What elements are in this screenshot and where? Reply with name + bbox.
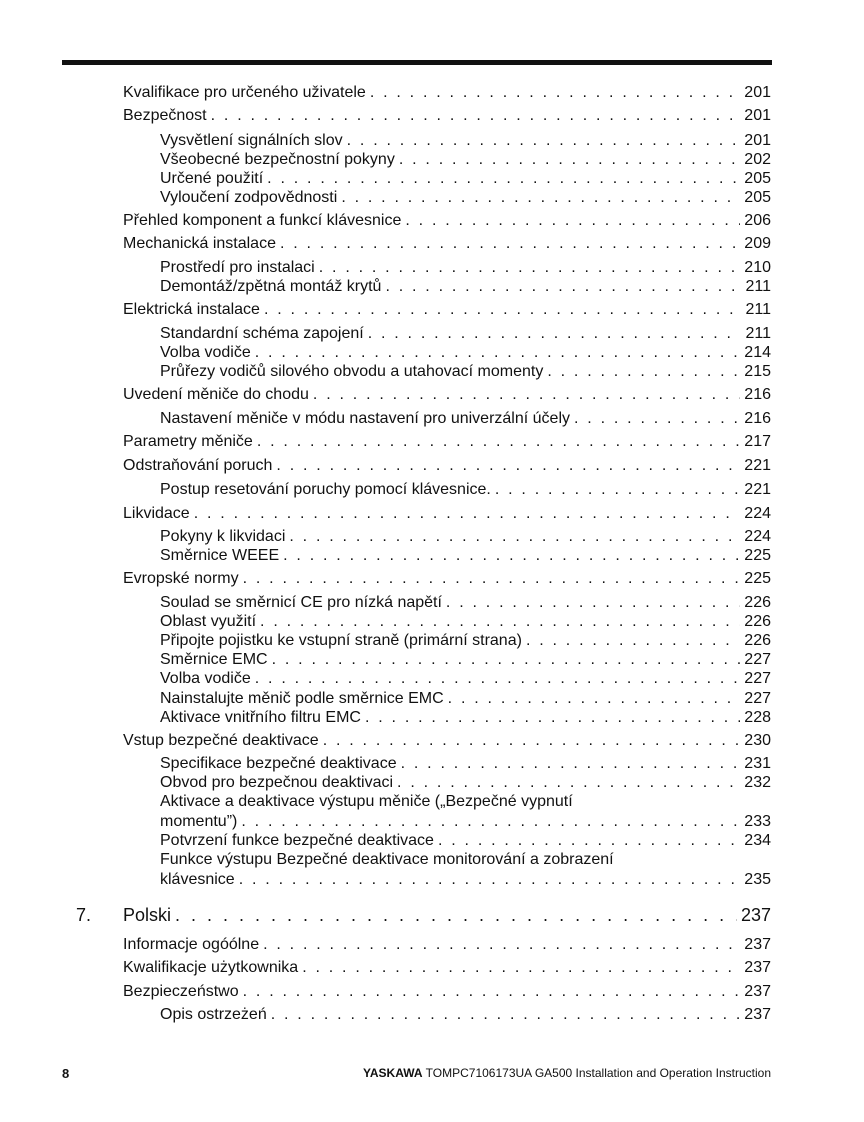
dot-leader bbox=[263, 935, 740, 955]
toc-entry-page: 228 bbox=[744, 709, 771, 726]
toc-entry-title: Průřezy vodičů silového obvodu a utahovací momenty bbox=[160, 363, 544, 380]
dot-leader bbox=[243, 569, 741, 589]
toc-entry-page: 221 bbox=[744, 457, 771, 474]
dot-leader bbox=[267, 169, 740, 189]
dot-leader bbox=[341, 188, 740, 208]
toc-entry[interactable] bbox=[160, 362, 771, 382]
dot-leader bbox=[280, 234, 740, 254]
chapter-heading[interactable] bbox=[76, 903, 771, 927]
toc-entry-title: Soulad se směrnicí CE pro nízká napětí bbox=[160, 594, 442, 611]
toc-entry-page: 216 bbox=[744, 386, 771, 403]
dot-leader bbox=[368, 324, 742, 344]
toc-entry-title: Postup resetování poruchy pomocí klávesnice. bbox=[160, 481, 491, 498]
toc-entry[interactable] bbox=[160, 631, 771, 651]
dot-leader bbox=[370, 83, 740, 103]
toc-entry-page: 237 bbox=[744, 1006, 771, 1023]
dot-leader bbox=[448, 689, 741, 709]
dot-leader bbox=[241, 812, 740, 832]
toc-entry[interactable] bbox=[160, 169, 771, 189]
toc-entry-title: Likvidace bbox=[123, 505, 190, 522]
dot-leader bbox=[323, 731, 741, 751]
dot-leader bbox=[385, 277, 741, 297]
toc-entry-page: 201 bbox=[744, 107, 771, 124]
toc-entry[interactable] bbox=[160, 773, 771, 793]
toc-entry-title: klávesnice bbox=[160, 871, 235, 888]
dot-leader bbox=[365, 708, 740, 728]
dot-leader bbox=[194, 504, 741, 524]
toc-entry-page: 237 bbox=[744, 959, 771, 976]
toc-entry-page: 232 bbox=[744, 774, 771, 791]
toc-entry-page: 224 bbox=[744, 528, 771, 545]
toc-entry[interactable] bbox=[160, 870, 771, 890]
toc-entry[interactable] bbox=[123, 385, 771, 405]
toc-entry-title: Připojte pojistku ke vstupní straně (primární strana) bbox=[160, 632, 522, 649]
dot-leader bbox=[257, 432, 740, 452]
chapter-number: 7. bbox=[76, 905, 92, 925]
chapter-page: 237 bbox=[740, 905, 771, 925]
toc-entry-page: 210 bbox=[744, 259, 771, 276]
toc-entry-page: 237 bbox=[744, 936, 771, 953]
toc-entry-title: Vstup bezpečné deaktivace bbox=[123, 732, 319, 749]
dot-leader bbox=[283, 546, 740, 566]
dot-leader bbox=[526, 631, 740, 651]
toc-entry-page: 234 bbox=[744, 832, 771, 849]
toc-entry-title: Specifikace bezpečné deaktivace bbox=[160, 755, 397, 772]
toc-entry[interactable] bbox=[160, 831, 771, 851]
toc-entry[interactable] bbox=[123, 432, 771, 452]
toc-entry[interactable] bbox=[123, 569, 771, 589]
toc-entry[interactable] bbox=[160, 480, 771, 500]
toc-entry[interactable] bbox=[160, 409, 771, 429]
toc-entry[interactable] bbox=[123, 504, 771, 524]
toc-entry[interactable] bbox=[160, 612, 771, 632]
toc-entry-title: Vyloučení zodpovědnosti bbox=[160, 189, 338, 206]
toc-entry[interactable] bbox=[160, 812, 771, 832]
toc-entry-title: Demontáž/zpětná montáž krytů bbox=[160, 278, 382, 295]
toc-entry-page: 211 bbox=[745, 278, 771, 295]
toc-entry-title: Uvedení měniče do chodu bbox=[123, 386, 309, 403]
toc-entry[interactable] bbox=[123, 935, 771, 955]
toc-entry-title: momentu”) bbox=[160, 813, 238, 830]
toc-entry-page: 206 bbox=[744, 212, 771, 229]
toc-entry-title: Opis ostrzeżeń bbox=[160, 1006, 267, 1023]
toc-entry-title: Oblast využití bbox=[160, 613, 257, 630]
dot-leader bbox=[243, 982, 741, 1002]
dot-leader bbox=[264, 300, 742, 320]
dot-leader bbox=[272, 650, 741, 670]
dot-leader bbox=[446, 593, 740, 613]
toc-entry-title: Vysvětlení signálních slov bbox=[160, 132, 343, 149]
toc-entry[interactable] bbox=[160, 650, 771, 670]
toc-entry-page: 201 bbox=[744, 84, 771, 101]
chapter-title: Polski bbox=[123, 905, 172, 925]
toc-entry-title: Standardní schéma zapojení bbox=[160, 325, 364, 342]
toc-entry-page: 217 bbox=[744, 433, 771, 450]
toc-entry-title: Prostředí pro instalaci bbox=[160, 259, 315, 276]
toc-entry[interactable] bbox=[160, 593, 771, 613]
toc-entry-page: 211 bbox=[745, 301, 771, 318]
toc-entry[interactable] bbox=[123, 83, 771, 103]
footer-brand: YASKAWA bbox=[362, 1066, 423, 1080]
dot-leader bbox=[397, 773, 740, 793]
toc-entry-page: 231 bbox=[744, 755, 771, 772]
dot-leader bbox=[399, 150, 740, 170]
toc-entry[interactable] bbox=[123, 300, 771, 320]
dot-leader bbox=[302, 958, 740, 978]
toc-entry-title: Parametry měniče bbox=[123, 433, 253, 450]
toc-entry-title: Směrnice WEEE bbox=[160, 547, 280, 564]
toc-entry-title: Bezpečnost bbox=[123, 107, 207, 124]
toc-entry-page: 205 bbox=[744, 189, 771, 206]
toc-entry-title: Směrnice EMC bbox=[160, 651, 268, 668]
toc-entry-title: Informacje ogóólne bbox=[123, 936, 260, 953]
toc-entry-title-line1: Aktivace a deaktivace výstupu měniče („Bezpečné vypnutí bbox=[160, 793, 573, 810]
toc-entry[interactable] bbox=[123, 234, 771, 254]
toc-entry-title: Obvod pro bezpečnou deaktivaci bbox=[160, 774, 394, 791]
toc-entry-page: 235 bbox=[744, 871, 771, 888]
dot-leader bbox=[239, 870, 741, 890]
toc-entry-page: 233 bbox=[744, 813, 771, 830]
toc-entry-page: 237 bbox=[744, 983, 771, 1000]
toc-entry-page: 216 bbox=[744, 410, 771, 427]
dot-leader bbox=[289, 527, 740, 547]
toc-entry-title: Potvrzení funkce bezpečné deaktivace bbox=[160, 832, 434, 849]
toc-entry-title: Evropské normy bbox=[123, 570, 239, 587]
toc-entry[interactable] bbox=[123, 731, 771, 751]
dot-leader bbox=[401, 754, 741, 774]
toc-entry[interactable] bbox=[123, 982, 771, 1002]
toc-entry-title: Kwalifikacje użytkownika bbox=[123, 959, 299, 976]
dot-leader bbox=[260, 612, 740, 632]
dot-leader bbox=[255, 343, 741, 363]
toc-entry-title: Mechanická instalace bbox=[123, 235, 276, 252]
dot-leader bbox=[438, 831, 740, 851]
toc-entry-title-line1: Funkce výstupu Bezpečné deaktivace monitorování a zobrazení bbox=[160, 851, 614, 868]
dot-leader bbox=[495, 480, 740, 500]
toc-entry-page: 226 bbox=[744, 594, 771, 611]
toc-entry-title: Pokyny k likvidaci bbox=[160, 528, 286, 545]
toc-entry[interactable] bbox=[160, 1005, 771, 1025]
dot-leader bbox=[313, 385, 740, 405]
toc-entry[interactable] bbox=[160, 258, 771, 278]
toc-entry-title: Kvalifikace pro určeného uživatele bbox=[123, 84, 366, 101]
toc-entry[interactable] bbox=[160, 669, 771, 689]
toc-entry-page: 225 bbox=[744, 547, 771, 564]
toc-entry-title: Volba vodiče bbox=[160, 670, 251, 687]
toc-entry-title: Odstraňování poruch bbox=[123, 457, 273, 474]
toc-entry[interactable] bbox=[123, 456, 771, 476]
toc-entry[interactable] bbox=[160, 343, 771, 363]
toc-entry-page: 201 bbox=[744, 132, 771, 149]
toc-entry-title: Aktivace vnitřního filtru EMC bbox=[160, 709, 361, 726]
toc-entry-page: 221 bbox=[744, 481, 771, 498]
toc-entry-page: 215 bbox=[744, 363, 771, 380]
toc-entry[interactable] bbox=[160, 277, 771, 297]
footer-page-number: 8 bbox=[62, 1066, 70, 1081]
dot-leader bbox=[255, 669, 741, 689]
dot-leader bbox=[276, 456, 740, 476]
toc-entry-title: Nastavení měniče v módu nastavení pro univerzální účely bbox=[160, 410, 570, 427]
toc-entry[interactable] bbox=[160, 188, 771, 208]
toc-entry-page: 209 bbox=[744, 235, 771, 252]
toc-entry-title: Přehled komponent a funkcí klávesnice bbox=[123, 212, 402, 229]
toc-entry[interactable] bbox=[123, 211, 771, 231]
dot-leader bbox=[175, 903, 737, 927]
toc-entry[interactable] bbox=[160, 754, 771, 774]
dot-leader bbox=[319, 258, 741, 278]
toc-entry-page: 230 bbox=[744, 732, 771, 749]
toc-entry-page: 227 bbox=[744, 651, 771, 668]
toc-entry[interactable] bbox=[160, 324, 771, 344]
toc-entry[interactable] bbox=[160, 546, 771, 566]
toc-entry-page: 224 bbox=[744, 505, 771, 522]
toc-entry-page: 205 bbox=[744, 170, 771, 187]
toc-entry-page: 214 bbox=[744, 344, 771, 361]
toc-entry[interactable] bbox=[160, 150, 771, 170]
toc-entry-page: 227 bbox=[744, 670, 771, 687]
toc-entry-title: Bezpieczeństwo bbox=[123, 983, 239, 1000]
footer-doc-title: TOMPC7106173UA GA500 Installation and Operation Instruction bbox=[425, 1066, 771, 1080]
toc-entry-title: Volba vodiče bbox=[160, 344, 251, 361]
toc-entry[interactable] bbox=[160, 689, 771, 709]
toc-entry-page: 226 bbox=[744, 632, 771, 649]
dot-leader bbox=[271, 1005, 741, 1025]
toc-entry[interactable] bbox=[123, 958, 771, 978]
dot-leader bbox=[347, 131, 741, 151]
toc-entry-page: 225 bbox=[744, 570, 771, 587]
toc-entry[interactable] bbox=[160, 527, 771, 547]
toc-entry-page: 227 bbox=[744, 690, 771, 707]
toc-entry-title: Určené použití bbox=[160, 170, 264, 187]
toc-entry[interactable] bbox=[123, 106, 771, 126]
toc-entry-page: 226 bbox=[744, 613, 771, 630]
toc-entry[interactable] bbox=[160, 131, 771, 151]
header-rule bbox=[62, 60, 772, 65]
dot-leader bbox=[405, 211, 740, 231]
toc-entry-page: 211 bbox=[745, 325, 771, 342]
toc-entry-title: Všeobecné bezpečnostní pokyny bbox=[160, 151, 395, 168]
dot-leader bbox=[547, 362, 740, 382]
toc-entry-title: Nainstalujte měnič podle směrnice EMC bbox=[160, 690, 444, 707]
toc-entry-title: Elektrická instalace bbox=[123, 301, 260, 318]
dot-leader bbox=[211, 106, 741, 126]
footer-document-title bbox=[363, 1066, 771, 1080]
toc-entry-page: 202 bbox=[744, 151, 771, 168]
dot-leader bbox=[574, 409, 740, 429]
toc-entry[interactable] bbox=[160, 708, 771, 728]
